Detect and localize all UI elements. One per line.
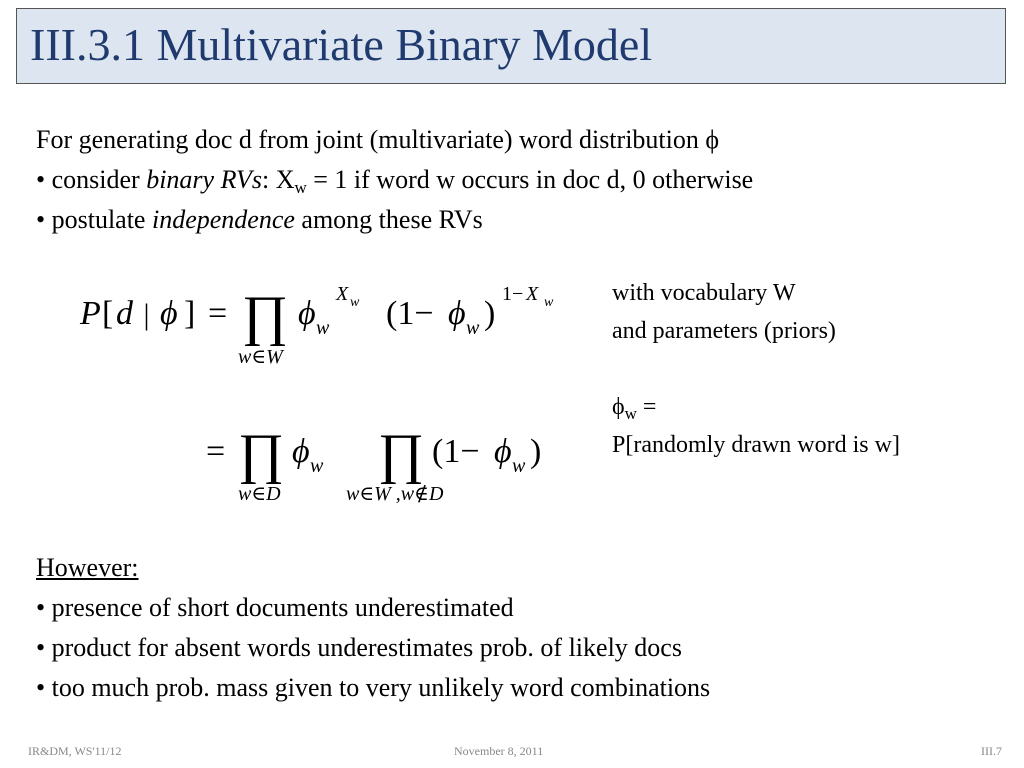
formula-one-minus-1: (1− <box>386 295 434 332</box>
however-item: • too much prob. mass given to very unlikely word combinations <box>36 673 711 702</box>
side-phi-eq: = <box>636 394 657 420</box>
formula-phi-1: ϕ <box>298 295 316 332</box>
side-note-phi <box>612 388 900 464</box>
bullet-binary-emphasis: binary RVs <box>146 165 262 194</box>
intro-line: For generating doc d from joint (multivariate) word distribution ϕ <box>36 125 720 154</box>
formula-under-wD: w∈D <box>238 483 281 505</box>
formula-lhs-bar: | <box>136 298 158 331</box>
formula-exp-X-2: X <box>526 283 539 305</box>
formula-under-wW-notD: w∈W ,w∉D <box>346 483 444 505</box>
bullet-binary-colon: : X <box>261 165 295 194</box>
bullet-independence-prefix: • postulate <box>36 205 152 234</box>
formula-phi-2: ϕ <box>448 295 466 332</box>
bullet-binary-prefix: • consider <box>36 165 147 194</box>
side-prob-line: P[randomly drawn word is w] <box>612 432 900 458</box>
formula-phi-3: ϕ <box>292 433 310 470</box>
side-vocab-line: with vocabulary W <box>612 280 796 306</box>
however-item: • presence of short documents underestimated <box>36 593 514 622</box>
footer-page-number: III.7 <box>981 744 1002 758</box>
formula-equals-2: = <box>206 433 226 470</box>
footer-course: IR&DM, WS'11/12 <box>28 744 122 758</box>
formula-prod-1: ∏ <box>242 285 289 347</box>
side-phi-line <box>612 388 900 426</box>
bullet-binary-rest: = 1 if word w occurs in doc d, 0 otherwise <box>306 165 754 194</box>
side-note-vocabulary <box>612 274 836 350</box>
formula-exp-1minus: 1− <box>502 283 524 305</box>
formula-lhs-d: d <box>116 295 133 332</box>
formula-phi-4: ϕ <box>494 433 512 470</box>
side-phi-symbol: ϕ <box>612 394 625 420</box>
however-title: However: <box>36 553 139 582</box>
however-item: • product for absent words underestimates prob. of likely docs <box>36 633 682 662</box>
formula-exp-Xsub-2: w <box>544 295 554 310</box>
bullet-independence-rest: among these RVs <box>294 205 483 234</box>
side-phi-sub: w <box>624 404 637 423</box>
formula-close-paren-1: ) <box>484 295 496 332</box>
formula-phi-sub-2: w <box>466 317 480 339</box>
formula-lhs-open: [ <box>102 295 114 332</box>
formula-phi-sub-3: w <box>310 455 324 477</box>
formula-exp-X-1: X <box>336 283 349 305</box>
side-params-line: and parameters (priors) <box>612 318 836 344</box>
formula-one-minus-2: (1− <box>432 433 480 470</box>
formula-lhs-close: ] <box>184 295 196 332</box>
formula-prod-2: ∏ <box>238 423 285 485</box>
footer-date: November 8, 2011 <box>454 744 544 758</box>
formula-prod-3: ∏ <box>378 423 425 485</box>
bullet-independence-emphasis: independence <box>151 205 295 234</box>
formula-phi-sub-4: w <box>512 455 526 477</box>
bullet-binary-sub: w <box>294 178 307 197</box>
however-title-line <box>36 548 710 588</box>
slide-title: III.3.1 Multivariate Binary Model <box>30 19 653 70</box>
formula-lhs-P: P <box>80 295 101 332</box>
formula-equals-1: = <box>208 295 228 332</box>
formula-exp-Xsub-1: w <box>350 295 360 310</box>
however-block <box>36 548 710 708</box>
formula-phi-sub-1: w <box>316 317 330 339</box>
formula-lhs-phi: ϕ <box>160 295 178 332</box>
formula-under-wW-1: w∈W <box>238 346 283 368</box>
formula-close-paren-2: ) <box>530 433 542 470</box>
